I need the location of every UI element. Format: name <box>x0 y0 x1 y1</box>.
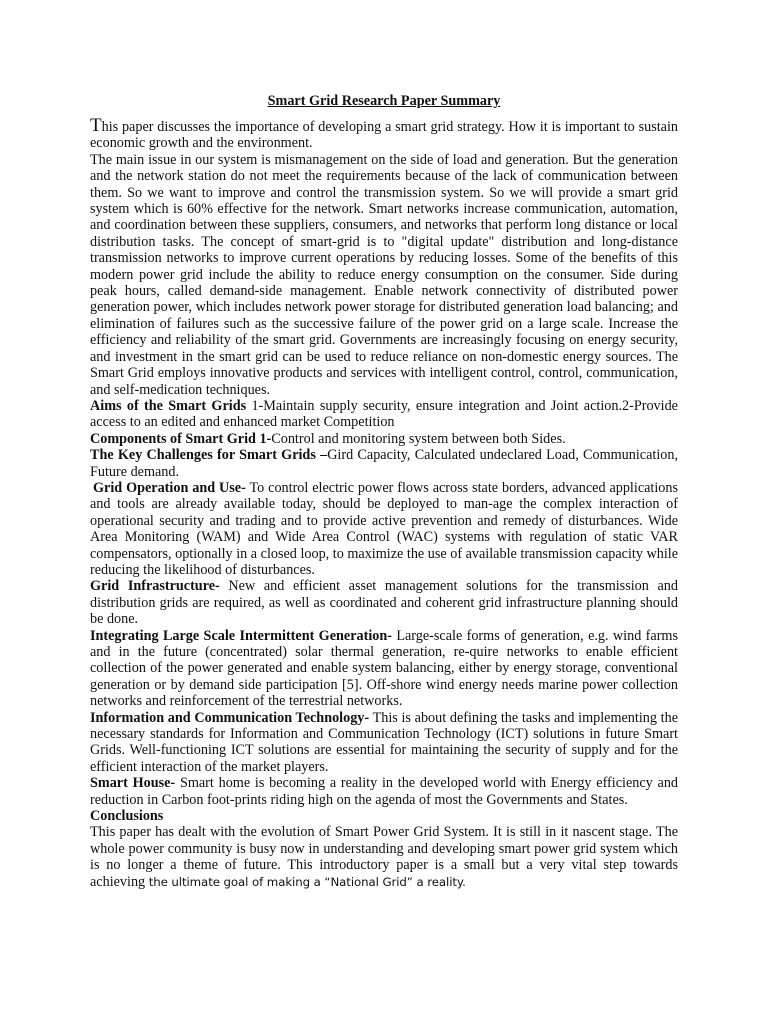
document-body <box>90 93 678 890</box>
integrating-section <box>90 628 678 710</box>
aims-text: 1-Maintain supply security, ensure integration and Joint action.2-Provide access to an edited and enhanced market Competition <box>90 397 678 431</box>
components-text: Control and monitoring system between both Sides. <box>271 430 566 447</box>
infrastructure-heading: Grid Infrastructure- <box>90 578 220 595</box>
components-heading: Components of Smart Grid 1- <box>90 430 272 447</box>
infrastructure-text: New and efficient asset management solutions for the transmission and distribution grids are required, as well as coordinated and coherent grid infrastructure planning should be done. <box>90 578 678 628</box>
conclusions-text: This paper has dealt with the evolution of Smart Power Grid System. It is still in it nascent stage. The whole power community is busy now in understanding and developing smart power grid system which is no longer a theme of future. This introductory paper is a small but a very vital step towards achieving <box>90 824 678 890</box>
components-section <box>90 431 678 447</box>
conclusions-tail: the ultimate goal of making a “National Grid” a reality. <box>148 874 466 889</box>
ict-section <box>90 710 678 776</box>
challenges-text: Gird Capacity, Calculated undeclared Load, Communication, Future demand. <box>90 447 678 480</box>
document-title: Smart Grid Research Paper Summary <box>267 93 501 109</box>
challenges-section <box>90 447 678 480</box>
operation-section <box>90 480 678 578</box>
smart-house-text: Smart home is becoming a reality in the developed world with Energy efficiency and reduction in Carbon foot-prints riding high on the agenda of most the Governments and States. <box>90 775 679 808</box>
conclusions-heading: Conclusions <box>90 808 164 825</box>
ict-heading: Information and Communication Technology- <box>90 709 370 726</box>
smart-house-section <box>90 775 678 808</box>
intro-text: his paper discusses the importance of developing a smart grid strategy. How it is important to sustain economic growth and the environment. <box>90 119 678 152</box>
challenges-heading: The Key Challenges for Smart Grids – <box>90 447 328 464</box>
aims-heading: Aims of the Smart Grids <box>90 397 247 414</box>
operation-heading: Grid Operation and Use- <box>93 479 246 496</box>
main-paragraph: The main issue in our system is mismanagement on the side of load and generation. But the generation and the network station do not meet the requirements because of the lack of communication between them. So we want to improve and control the transmission system. So we will provide a smart grid system which is 60% effective for the network. Smart networks increase communication, automation, and coordination between these suppliers, consumers, and networks that perform long distance or local distribution tasks. The concept of smart-grid is to "digital update" distribution and long-distance transmission networks to improve current operations by reducing losses. Some of the benefits of this modern power grid include the ability to reduce energy consumption on the consumer. Side during peak hours, called demand-side management. Enable network connectivity of distributed power generation power, which includes network power storage for distributed generation load balancing; and elimination of failures such as the successive failure of the power grid on a large scale. Increase the efficiency and reliability of the smart grid. Governments are increasingly focusing on energy security, and investment in the smart grid can be used to reduce reliance on non-domestic energy sources. The Smart Grid employs innovative products and services with intelligent control, control, communication, and self-medication techniques. <box>90 151 678 398</box>
ict-text: This is about defining the tasks and implementing the necessary standards for Information and Communication Technology (ICT) solutions in future Smart Grids. Well-functioning ICT solutions are essential for maintaining the security of supply and for the efficient interaction of the market players. <box>90 709 678 775</box>
drop-cap: T <box>90 115 102 136</box>
integrating-heading: Integrating Large Scale Intermittent Generation- <box>90 627 392 644</box>
smart-house-heading: Smart House- <box>90 775 176 792</box>
integrating-text: Large-scale forms of generation, e.g. wind farms and in the future (concentrated) solar thermal generation, re-quire networks to enable efficient collection of the power generated and enable system balancing, either by energy storage, conventional generation or by demand side participation [5]. Off-shore wind energy needs marine power collection networks and reinforcement of the terrestrial networks. <box>90 627 678 710</box>
conclusions-paragraph <box>90 824 678 890</box>
operation-text: To control electric power flows across state borders, advanced applications and tools are already available today, should be deployed to man-age the complex interaction of operational security and trading and to provide active prevention and remedy of disturbances. Wide Area Monitoring (WAM) and Wide Area Control (WAC) systems with regulation of static VAR compensators, optionally in a closed loop, to maximize the use of available transmission capacity while reducing the likelihood of disturbances. <box>90 479 679 578</box>
intro-paragraph <box>90 115 678 152</box>
infrastructure-section <box>90 578 678 627</box>
aims-section <box>90 398 678 431</box>
